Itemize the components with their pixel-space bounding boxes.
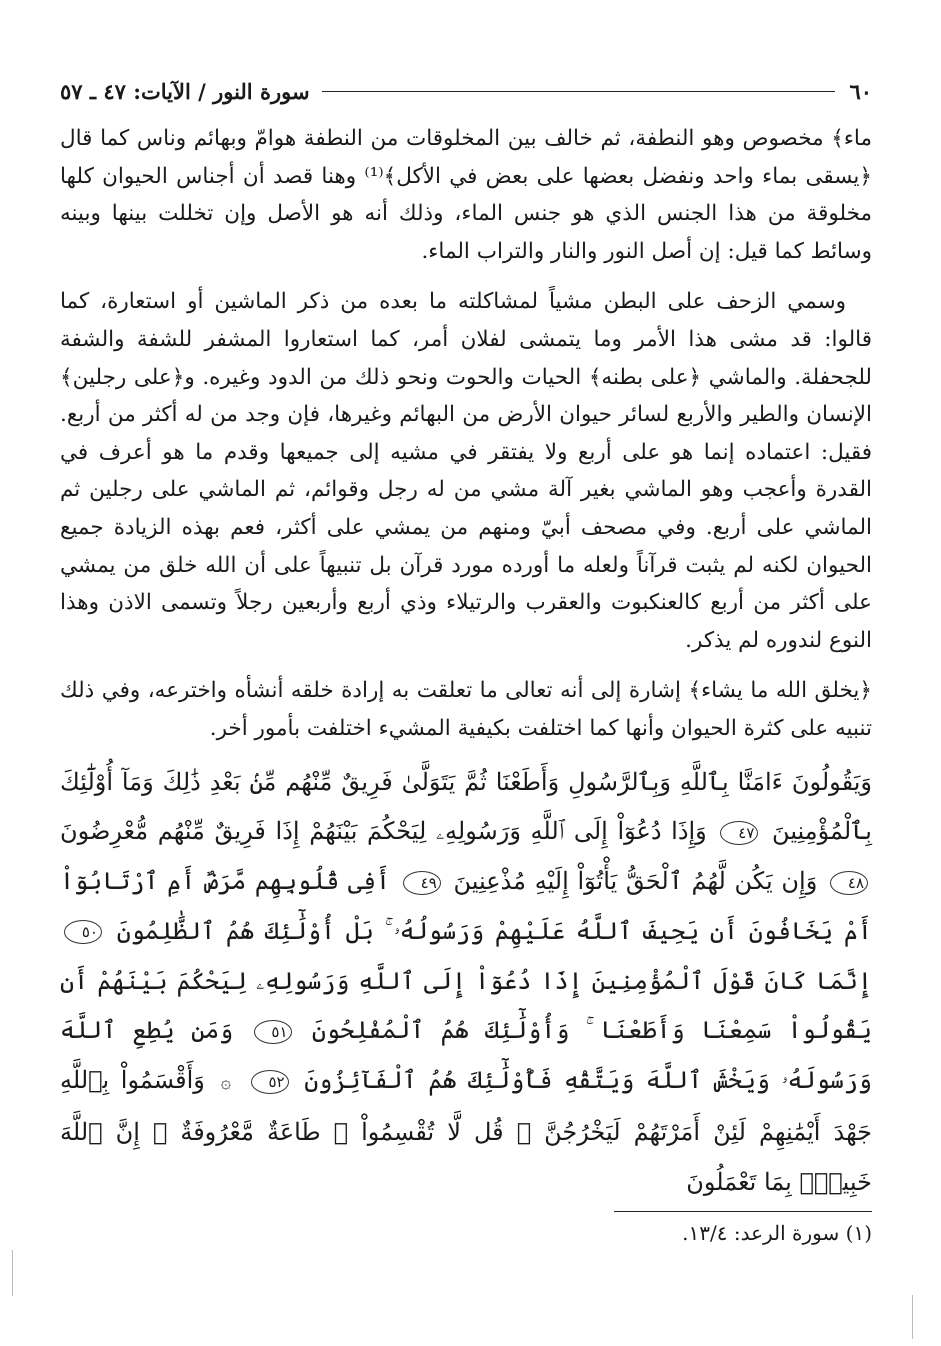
verse-49-text: وَإِن يَكُن لَّهُمُ ٱلْحَقُّ يَأْتُوٓاْ إِلَيْهِ مُذْعِنِينَ: [453, 867, 818, 896]
verse-53-text: وَأَقْسَمُواْ بِٱللَّهِ جَهْدَ أَيْمَٰنِهِمْ لَئِنْ أَمَرْتَهُمْ لَيَخْرُجُنَّ ۖ قُل لَّا تُقْسِمُواْ ۖ طَاعَةٌ مَّعْرُوفَةٌ ۚ إِنَّ ٱللَّهَ خَبِيرٌۢ بِمَا تَعْمَلُونَ: [60, 1066, 872, 1196]
paragraph-1: ماء﴾ مخصوص وهو النطفة، ثم خالف بين المخلوقات من النطفة هوامّ وبهائم وناس كما قال ﴿يسقى بماء واحد ونفضل بعضها على بعض في الأكل﴾⁽¹⁾ وهنا قصد أن أجناس الحيوان كلها مخلوقة من هذا الجنس الذي هو جنس الماء، وذلك أنه هو الأصل وإن تخللت بينها وبينه وسائط كما قيل: إن أصل النور والنار والتراب الماء.: [60, 126, 872, 264]
ayah-number-51: ٥١: [254, 1020, 292, 1044]
page-body: [60, 120, 872, 1208]
footnote: (١) سورة الرعد: ١٣/٤.: [682, 1221, 872, 1245]
scan-margin-mark: [12, 1250, 13, 1296]
verse-52-text: وَمَن يُطِعِ ٱللَّهَ وَرَسُولَهُۥ وَيَخْشَ ٱللَّهَ وَيَتَّقْهِ فَأُوْلَٰٓئِكَ هُمُ ٱلْفَآئِزُونَ: [60, 1016, 872, 1095]
ayah-number-47: ٤٧: [720, 821, 758, 845]
page-header: [60, 74, 872, 108]
verse-48-text: وَإِذَا دُعُوٓاْ إِلَى ٱللَّهِ وَرَسُولِهِۦ لِيَحْكُمَ بَيْنَهُمْ إِذَا فَرِيقٌ مِّنْهُم مُّعْرِضُونَ: [60, 817, 707, 846]
paragraph-3: ﴿يخلق الله ما يشاء﴾ إشارة إلى أنه تعالى ما تعلقت به إرادة خلقه أنشأه واخترعه، وفي ذلك تنبيه على كثرة الحيوان وأنها كما اختلفت بكيفية المشيء اختلفت بأمور أخر.: [60, 678, 872, 741]
ayah-number-50: ٥٠: [64, 920, 102, 944]
footnote-separator: [614, 1211, 872, 1212]
verse-50-text: أَفِى قُلُوبِهِم مَّرَضٌ أَمِ ٱرْتَابُوٓاْ أَمْ يَخَافُونَ أَن يَحِيفَ ٱللَّهُ عَلَيْهِمْ وَرَسُولُهُۥ ۚ بَلْ أُوْلَٰٓئِكَ هُمُ ٱلظَّٰلِمُونَ: [60, 867, 872, 945]
verse-47-text: وَيَقُولُونَ ءَامَنَّا بِٱللَّهِ وَبِٱلرَّسُولِ وَأَطَعْنَا ثُمَّ يَتَوَلَّىٰ فَرِيقٌ مِّنْهُم مِّنۢ بَعْدِ ذَٰلِكَ وَمَآ أُوْلَٰٓئِكَ بِٱلْمُؤْمِنِينَ: [60, 767, 872, 846]
page-number: ٦٠: [849, 78, 872, 104]
running-title: سورة النور / الآيات: ٤٧ ـ ٥٧: [60, 78, 310, 104]
scan-margin-mark: [912, 1295, 913, 1339]
header-rule: [322, 91, 836, 92]
ayah-number-52: ٥٢: [251, 1070, 289, 1094]
book-page: [60, 58, 872, 1298]
ayah-number-49: ٤٩: [403, 871, 441, 895]
ayah-number-48: ٤٨: [830, 871, 868, 895]
quran-verses: [60, 758, 872, 1208]
hizb-star-icon: ۞: [220, 1072, 232, 1094]
paragraph-2: وسمي الزحف على البطن مشياً لمشاكلته ما بعده من ذكر الماشين أو استعارة، كما قالوا: قد مشى هذا الأمر وما يتمشى لفلان أمر، كما استعاروا المشفر للشفة والشفة للجحفلة. والماشي ﴿على بطنه﴾ الحيات والحوت ونحو ذلك من الدود وغيره. و﴿على رجلين﴾ الإنسان والطير والأربع لسائر حيوان الأرض من البهائم وغيرها، فإن وجد من له أكثر من أربع. فقيل: اعتماده إنما هو على أربع ولا يفتقر في مشيه إلى جميعها وقدم ما هو أعرف في القدرة وأعجب وهو الماشي بغير آلة مشي من له رجل وقوائم، ثم الماشي على رجلين ثم الماشي على أربع. وفي مصحف أبيّ ومنهم من يمشي على أكثر، فعم بهذه الزيادة جميع الحيوان لكنه لم يثبت قرآناً ولعله ما أورده مورد قرآن بل تنبيهاً على أن الله خلق من يمشي على أكثر من أربع كالعنكبوت والعقرب والرتيلاء وذي أربع وأربعين رجلاً وتسمى الاذن وهذا النوع لندوره لم يذكر.: [60, 289, 872, 653]
verse-51-text: إِنَّمَا كَانَ قَوْلَ ٱلْمُؤْمِنِينَ إِذَا دُعُوٓاْ إِلَى ٱللَّهِ وَرَسُولِهِۦ لِيَحْكُمَ بَيْنَهُمْ أَن يَقُولُواْ سَمِعْنَا وَأَطَعْنَا ۚ وَأُوْلَٰٓئِكَ هُمُ ٱلْمُفْلِحُونَ: [60, 966, 872, 1045]
